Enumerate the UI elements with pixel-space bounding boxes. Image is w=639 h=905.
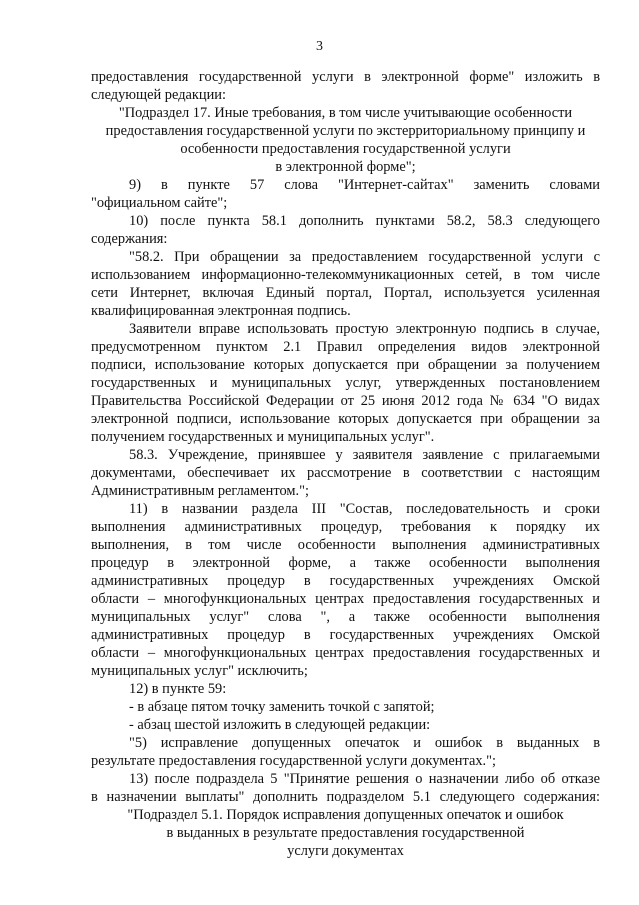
text-line: 11) в названии раздела III "Состав, последовательность и сроки — [129, 501, 600, 517]
text-line: предоставления государственной услуги в электронной форме" изложить в — [91, 69, 600, 85]
text-line: 13) после подраздела 5 "Принятие решения о назначении либо об отказе — [129, 771, 600, 787]
text-line: "58.2. При обращении за предоставлением государственной услуги с — [129, 249, 600, 265]
text-line: муниципальных услуг" слова ", а также особенности выполнения — [91, 609, 600, 625]
text-line: 10) после пункта 58.1 дополнить пунктами 58.2, 58.3 следующего — [129, 213, 600, 229]
text-line: Правительства Российской Федерации от 25 июня 2012 года № 634 "О видах — [91, 393, 600, 409]
text-line: предоставления государственной услуги по экстерриториальному принципу и — [105, 123, 586, 139]
text-line: области – многофункциональных центрах предоставления государственных и — [91, 591, 600, 607]
text-line: услуги документах — [287, 843, 404, 859]
text-line: административных процедур в государственных учреждениях Омской — [91, 573, 600, 589]
text-line: электронной подписи, использование которых допускается при обращении за — [91, 411, 600, 427]
text-line: процедур в электронной форме, а также особенности выполнения — [91, 555, 600, 571]
text-line: муниципальных услуг" исключить; — [91, 663, 308, 679]
text-line: в электронной форме"; — [275, 159, 416, 175]
text-line: - абзац шестой изложить в следующей редакции: — [129, 717, 431, 733]
text-line: подписи, использование которых допускается при обращении за получением — [91, 357, 600, 373]
text-line: выполнения, в том числе особенности выполнения административных — [91, 537, 600, 553]
page-number: 3 — [316, 39, 323, 54]
text-line: административных процедур в государственных учреждениях Омской — [91, 627, 600, 643]
text-line: результате предоставления государственной услуги документах."; — [91, 753, 496, 769]
text-line: квалифицированная электронная подпись. — [91, 303, 351, 319]
text-line: в выданных в результате предоставления государственной — [166, 825, 525, 841]
text-line: выполнения административных процедур, требования к порядку их — [91, 519, 600, 535]
text-line: документами, обеспечивает их рассмотрение в соответствии с настоящим — [91, 465, 600, 481]
text-line: "5) исправление допущенных опечаток и ошибок в выданных в — [129, 735, 600, 751]
text-line: "Подраздел 17. Иные требования, в том числе учитывающие особенности — [118, 105, 573, 121]
text-line: 12) в пункте 59: — [129, 681, 227, 697]
text-line: получением государственных и муниципальных услуг". — [91, 429, 435, 445]
text-line: области – многофункциональных центрах предоставления государственных и — [91, 645, 600, 661]
text-line: государственных и муниципальных услуг, утвержденных постановлением — [91, 375, 600, 391]
text-line: Заявители вправе использовать простую электронную подпись в случае, — [129, 321, 600, 337]
text-line: 58.3. Учреждение, принявшее у заявителя заявление с прилагаемыми — [129, 447, 600, 463]
text-line: 9) в пункте 57 слова "Интернет-сайтах" заменить словами — [129, 177, 600, 193]
text-line: использованием информационно-телекоммуникационных сетей, в том числе — [91, 267, 600, 283]
text-line: предусмотренном пунктом 2.1 Правил определения видов электронной — [91, 339, 600, 355]
text-line: Административным регламентом."; — [91, 483, 309, 499]
document-body — [91, 68, 600, 860]
text-line: в назначении выплаты" дополнить подразделом 5.1 следующего содержания: — [91, 789, 600, 805]
text-line: следующей редакции: — [91, 87, 226, 103]
text-line: "Подраздел 5.1. Порядок исправления допущенных опечаток и ошибок — [127, 807, 564, 823]
text-line: - в абзаце пятом точку заменить точкой с запятой; — [129, 699, 435, 715]
text-line: "официальном сайте"; — [91, 195, 228, 211]
text-line: особенности предоставления государственной услуги — [180, 141, 511, 157]
text-line: содержания: — [91, 231, 168, 247]
text-line: сети Интернет, включая Единый портал, Портал, используется усиленная — [91, 285, 600, 301]
